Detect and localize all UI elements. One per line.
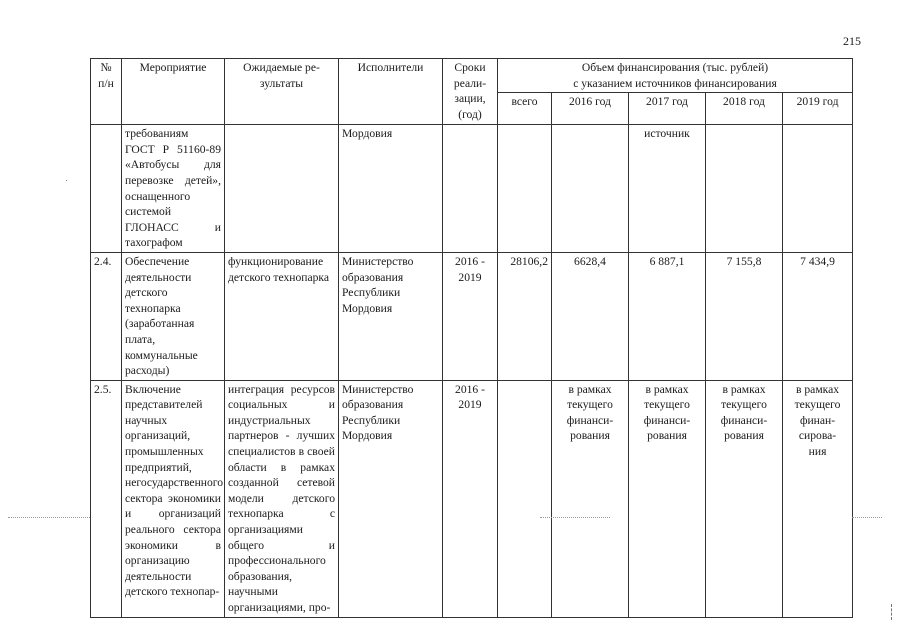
header-2017: 2017 год [629,93,706,125]
row-total [498,125,552,253]
header-num: № п/н [91,59,122,125]
row-terms: 2016 - 2019 [443,380,498,617]
header-2016: 2016 год [552,93,629,125]
scan-artifact-line [8,517,90,519]
page-number: 215 [843,34,861,48]
row-event: Обеспечение деятельности детского технопарка (заработанная плата, коммунальные расходы) [122,252,225,380]
row-2017: источник [629,125,706,253]
row-2016 [552,125,629,253]
scan-artifact-line [540,517,610,519]
header-event: Мероприятие [122,59,225,125]
row-2019 [783,125,853,253]
row-results: интеграция ресурсов социальных и индустриальных партнеров - лучших специалистов в своей области в рамках созданной сетевой модели детского технопарка с организациями общего и профессионального образования, научными организациями, про- [225,380,339,617]
row-2018: в рамках текущего финанси- рования [706,380,783,617]
row-executors: Мордовия [339,125,443,253]
header-results: Ожидаемые ре- зультаты [225,59,339,125]
header-funding: Объем финансирования (тыс. рублей) с указанием источников финансирования [498,59,853,93]
row-results [225,125,339,253]
row-2018 [706,125,783,253]
row-2019: 7 434,9 [783,252,853,380]
header-2019: 2019 год [783,93,853,125]
row-results: функционирование детского технопарка [225,252,339,380]
row-2016: 6628,4 [552,252,629,380]
row-2017: 6 887,1 [629,252,706,380]
row-executors: Министерство образования Республики Мордовия [339,380,443,617]
scan-artifact-mark [891,604,895,620]
header-2018: 2018 год [706,93,783,125]
scan-artifact-line [852,517,882,519]
row-2016: в рамках текущего финанси- рования [552,380,629,617]
header-total: всего [498,93,552,125]
row-total: 28106,2 [498,252,552,380]
funding-table [90,58,853,618]
row-num [91,125,122,253]
row-num: 2.4. [91,252,122,380]
row-terms [443,125,498,253]
table-row [91,380,853,617]
header-executors: Исполнители [339,59,443,125]
header-terms: Сроки реали- зации, (год) [443,59,498,125]
row-2019: в рамках текущего финан- сирова- ния [783,380,853,617]
row-event: требованиям ГОСТ Р 51160-89 «Автобусы для перевозке детей», оснащенного системой ГЛОНАСС и тахографом [122,125,225,253]
header-row [91,59,853,93]
row-2018: 7 155,8 [706,252,783,380]
row-2017: в рамках текущего финанси- рования [629,380,706,617]
table-row [91,125,853,253]
table-row [91,252,853,380]
row-event: Включение представителей научных организаций, промышленных предприятий, негосударственного сектора экономики и организаций реального сектора экономики в организацию деятельности детского технопар- [122,380,225,617]
row-executors: Министерство образования Республики Мордовия [339,252,443,380]
row-num: 2.5. [91,380,122,617]
row-total [498,380,552,617]
row-terms: 2016 - 2019 [443,252,498,380]
scan-artifact-dot [66,180,67,181]
